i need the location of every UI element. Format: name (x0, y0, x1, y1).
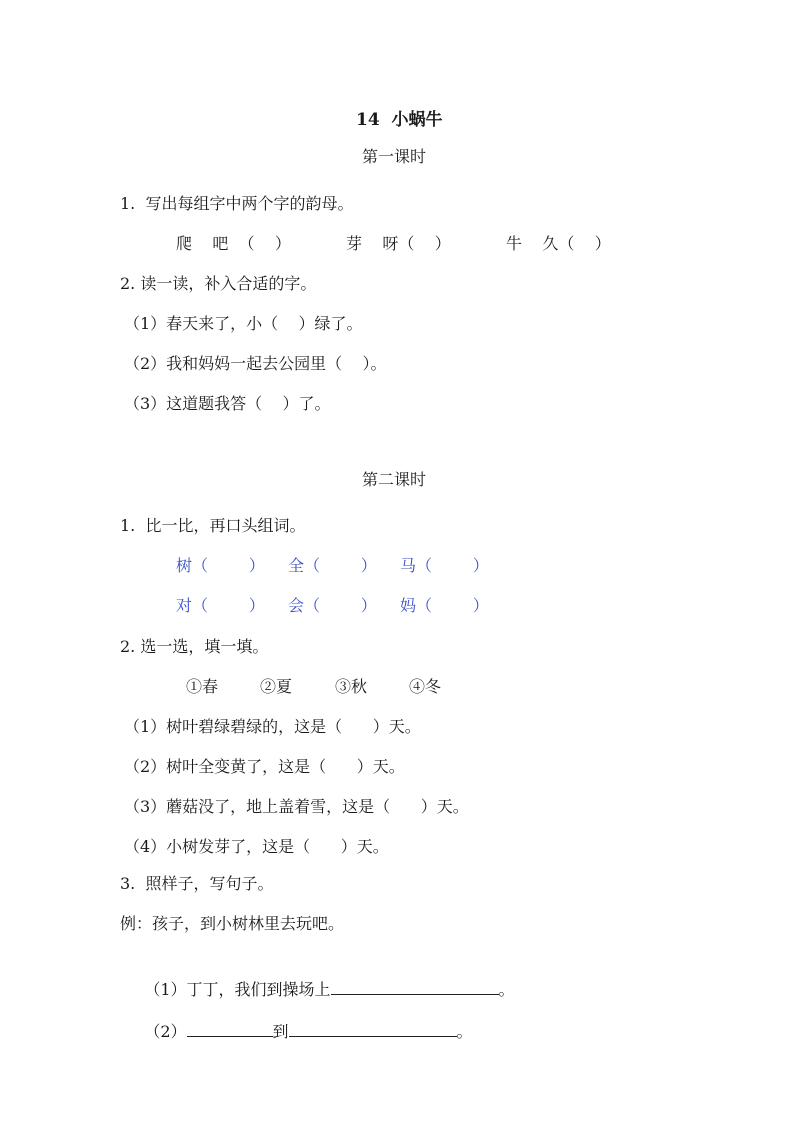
season-option: ①春 (186, 677, 219, 696)
l2-q2-item: （3）蘑菇没了，地上盖着雪，这是（ ）天。 (124, 797, 469, 816)
answer-blank-line[interactable] (289, 1019, 457, 1037)
l1-q2-prompt: 2. 读一读，补入合适的字。 (120, 274, 317, 293)
l1-q2-item: （1）春天来了，小（ ）绿了。 (124, 314, 363, 333)
l1-q1-item: 爬 吧 （ ） (176, 234, 291, 253)
l2-q2-item: （1）树叶碧绿碧绿的，这是（ ）天。 (124, 717, 421, 736)
l2-q1-word-blank: 会（ ） (288, 596, 377, 615)
l2-q3-item2-middle: 到 (272, 1022, 289, 1041)
l2-q3-item1-prefix: （1）丁丁，我们到操场上 (144, 980, 331, 999)
l2-q2-prompt: 2. 选一选，填一填。 (120, 637, 269, 656)
l2-q3-prompt: 3. 照样子，写句子。 (120, 874, 274, 893)
l2-q3-item2-prefix: （2） (144, 1022, 187, 1041)
answer-blank-line[interactable] (331, 977, 499, 995)
l2-q1-word-blank: 马（ ） (400, 556, 489, 575)
l2-q1-word-blank: 妈（ ） (400, 596, 489, 615)
l2-q1-prompt: 1. 比一比，再口头组词。 (120, 516, 306, 535)
page-title: 14 小蜗牛 (356, 110, 443, 130)
l2-q2-item: （4）小树发芽了，这是（ ）天。 (124, 837, 389, 856)
l2-q1-word-blank: 树（ ） (176, 556, 265, 575)
season-option: ②夏 (260, 677, 293, 696)
l1-q1-prompt: 1. 写出每组字中两个字的韵母。 (120, 194, 354, 213)
l2-q3-item2 (124, 997, 473, 1065)
l1-q1-item: 芽 呀（ ） (346, 234, 451, 253)
l1-q2-item: （3）这道题我答（ ）了。 (124, 394, 331, 413)
l2-q3-item1-suffix: 。 (498, 980, 515, 999)
season-option: ③秋 (335, 677, 368, 696)
l2-q1-word-blank: 全（ ） (288, 556, 377, 575)
l2-q3-item2-suffix: 。 (456, 1022, 473, 1041)
lesson1-heading: 第一课时 (362, 147, 427, 166)
l1-q2-item: （2）我和妈妈一起去公园里（ ）。 (124, 354, 387, 373)
l1-q1-item: 牛 久（ ） (506, 234, 611, 253)
l2-q3-example: 例：孩子，到小树林里去玩吧。 (120, 914, 345, 933)
lesson2-heading: 第二课时 (362, 470, 427, 489)
answer-blank-line[interactable] (187, 1019, 273, 1037)
l2-q2-item: （2）树叶全变黄了，这是（ ）天。 (124, 757, 405, 776)
season-option: ④冬 (409, 677, 442, 696)
l2-q1-word-blank: 对（ ） (176, 596, 265, 615)
